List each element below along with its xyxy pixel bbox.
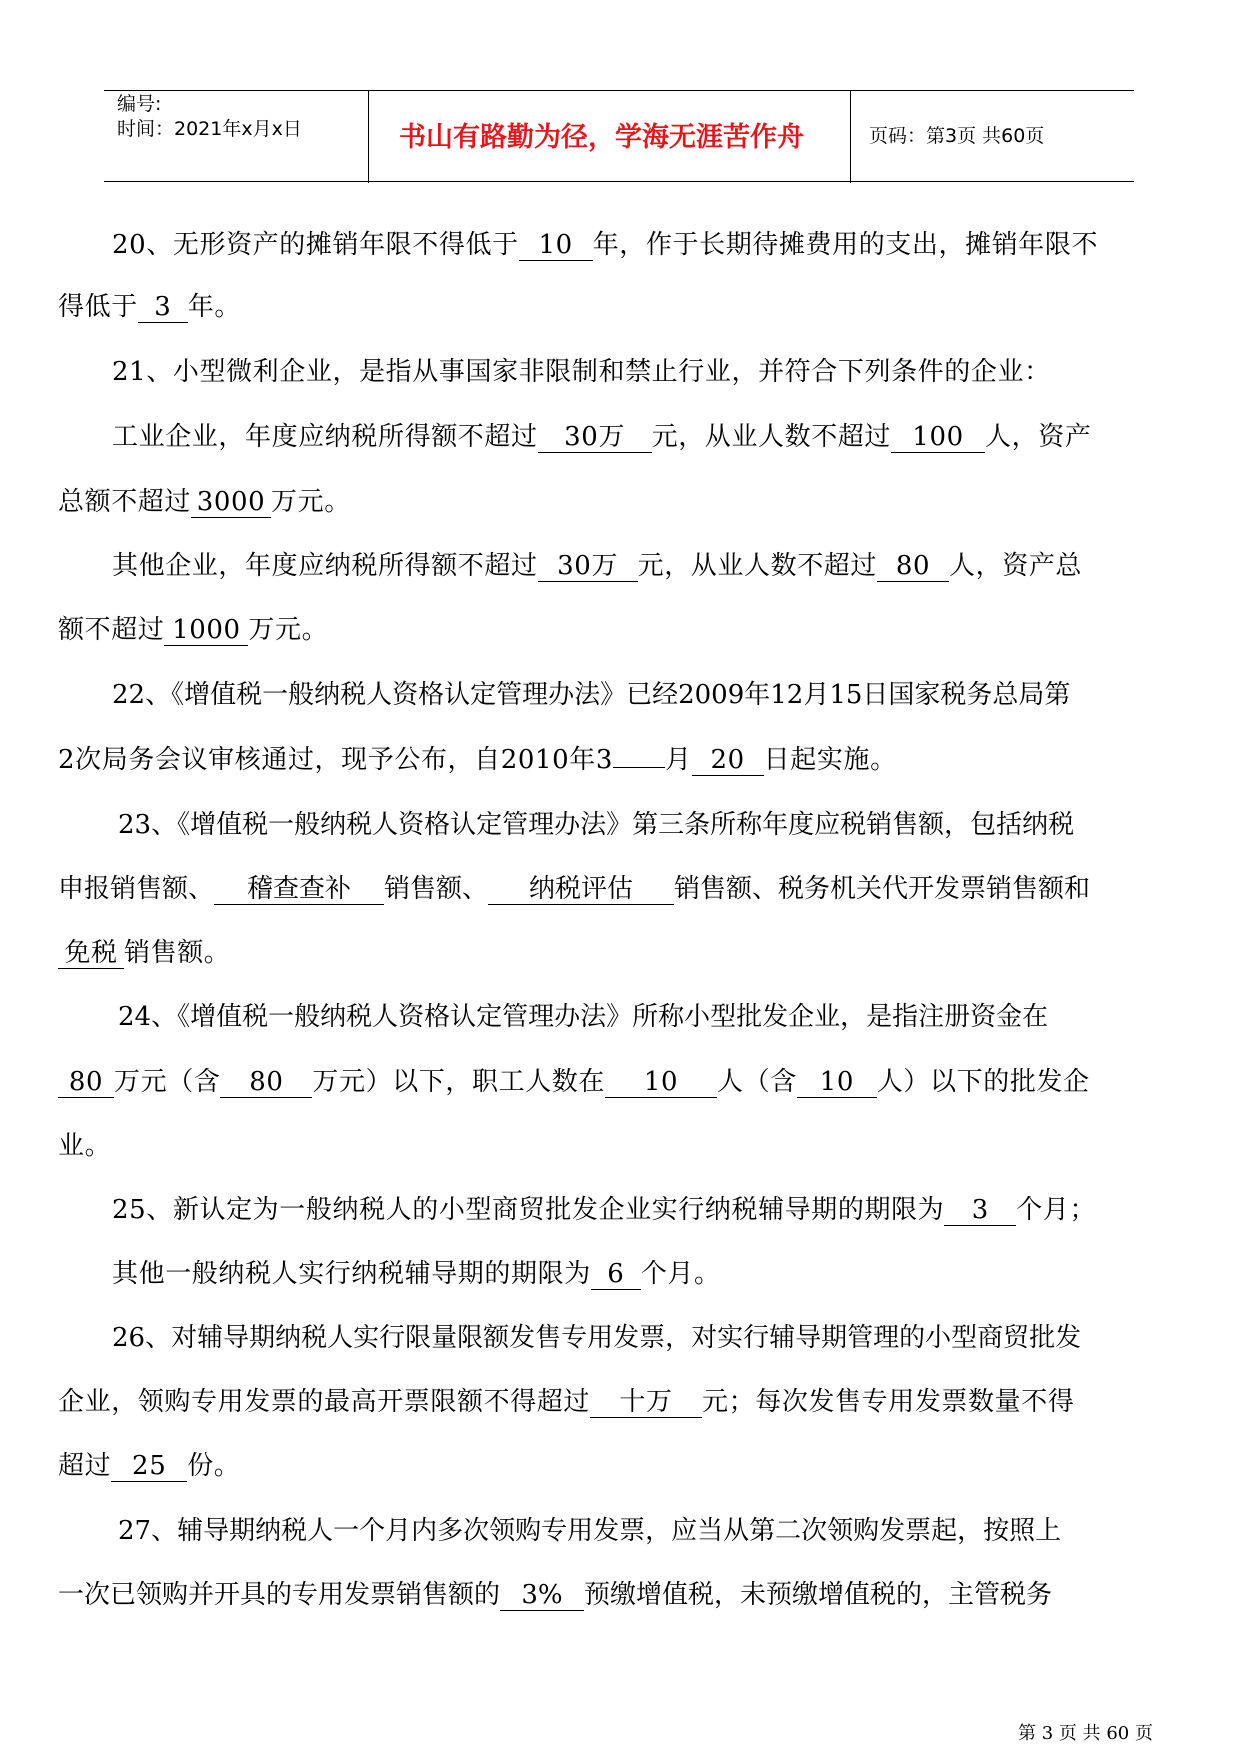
time-label: 时间：2021年x月x日 bbox=[117, 118, 302, 140]
blank: 十万 bbox=[590, 1387, 702, 1418]
header-top-rule bbox=[104, 90, 1134, 91]
q21-industrial-line2: 总额不超过 3000 万元。 bbox=[58, 487, 351, 517]
q24-line3: 业。 bbox=[58, 1131, 112, 1161]
q25-line2: 其他一般纳税人实行纳税辅导期的期限为 6 个月。 bbox=[112, 1259, 721, 1289]
serial-label: 编号: bbox=[117, 93, 162, 115]
q24-line1: 24、《增值税一般纳税人资格认定管理办法》所称小型批发企业，是指注册资金在 bbox=[118, 1002, 1049, 1032]
q27-line1: 27、辅导期纳税人一个月内多次领购专用发票，应当从第二次领购发票起，按照上 bbox=[118, 1516, 1062, 1546]
blank: 10 bbox=[797, 1067, 877, 1098]
q21-other-line1: 其他企业，年度应纳税所得额不超过 30万 元，从业人数不超过 80 人，资产总 bbox=[112, 551, 1083, 581]
blank: 3% bbox=[500, 1580, 584, 1611]
blank: 3 bbox=[138, 292, 188, 323]
blank: 10 bbox=[605, 1067, 717, 1098]
blank: 6 bbox=[591, 1259, 641, 1290]
q21-industrial-line1: 工业企业，年度应纳税所得额不超过 30万 元，从业人数不超过 100 人，资产 bbox=[112, 422, 1092, 452]
blank: 稽查查补 bbox=[214, 874, 384, 905]
q22-line1: 22、《增值税一般纳税人资格认定管理办法》已经2009年12月15日国家税务总局第 bbox=[112, 680, 1071, 710]
blank: 30万 bbox=[538, 551, 638, 582]
blank: 3000 bbox=[191, 487, 271, 518]
q26-line1: 26、对辅导期纳税人实行限量限额发售专用发票，对实行辅导期管理的小型商贸批发 bbox=[112, 1323, 1082, 1353]
blank: 3 bbox=[944, 1195, 1016, 1226]
motto-title: 书山有路勤为径，学海无涯苦作舟 bbox=[399, 122, 804, 153]
q24-line2: 80 万元（含 80 万元）以下，职工人数在 10 人（含 10 人）以下的批发企 bbox=[58, 1065, 1090, 1099]
blank: 80 bbox=[877, 551, 949, 582]
page-footer: 第 3 页 共 60 页 bbox=[1018, 1723, 1153, 1744]
q20-line2: 得低于 3 年。 bbox=[58, 292, 242, 322]
blank: 免税 bbox=[58, 938, 124, 969]
blank: 10 bbox=[519, 230, 593, 261]
q20-line1: 20、无形资产的摊销年限不得低于 10 年，作于长期待摊费用的支出，摊销年限不 bbox=[112, 230, 1099, 260]
blank: 20 bbox=[692, 745, 764, 776]
header-divider-right bbox=[850, 90, 851, 183]
q26-line2: 企业，领购专用发票的最高开票限额不得超过 十万 元；每次发售专用发票数量不得 bbox=[58, 1387, 1075, 1417]
header-bottom-rule bbox=[104, 181, 1134, 182]
q25-line1: 25、新认定为一般纳税人的小型商贸批发企业实行纳税辅导期的期限为 3 个月； bbox=[112, 1195, 1097, 1225]
page-header bbox=[104, 90, 1134, 183]
blank bbox=[613, 767, 665, 768]
q21-intro: 21、小型微利企业，是指从事国家非限制和禁止行业，并符合下列条件的企业： bbox=[112, 357, 1051, 387]
blank: 30万 bbox=[538, 422, 652, 453]
blank: 80 bbox=[58, 1067, 114, 1098]
blank: 80 bbox=[220, 1067, 312, 1098]
q26-line3: 超过 25 份。 bbox=[58, 1451, 241, 1481]
page-indicator: 页码：第3页 共60页 bbox=[869, 125, 1045, 147]
blank: 纳税评估 bbox=[488, 874, 674, 905]
q23-line3: 免税 销售额。 bbox=[58, 936, 230, 970]
q23-line1: 23、《增值税一般纳税人资格认定管理办法》第三条所称年度应税销售额，包括纳税 bbox=[118, 810, 1075, 840]
blank: 25 bbox=[111, 1451, 187, 1482]
q21-other-line2: 额不超过 1000 万元。 bbox=[58, 615, 329, 645]
blank: 1000 bbox=[164, 615, 248, 646]
q23-line2: 申报销售额、 稽查查补 销售额、 纳税评估 销售额、税务机关代开发票销售额和 bbox=[58, 874, 1091, 904]
blank: 100 bbox=[891, 422, 985, 453]
q27-line2: 一次已领购并开具的专用发票销售额的 3% 预缴增值税，未预缴增值税的，主管税务 bbox=[58, 1580, 1053, 1610]
q22-line2: 2次局务会议审核通过，现予公布，自2010年3 月 20 日起实施。 bbox=[58, 745, 897, 775]
